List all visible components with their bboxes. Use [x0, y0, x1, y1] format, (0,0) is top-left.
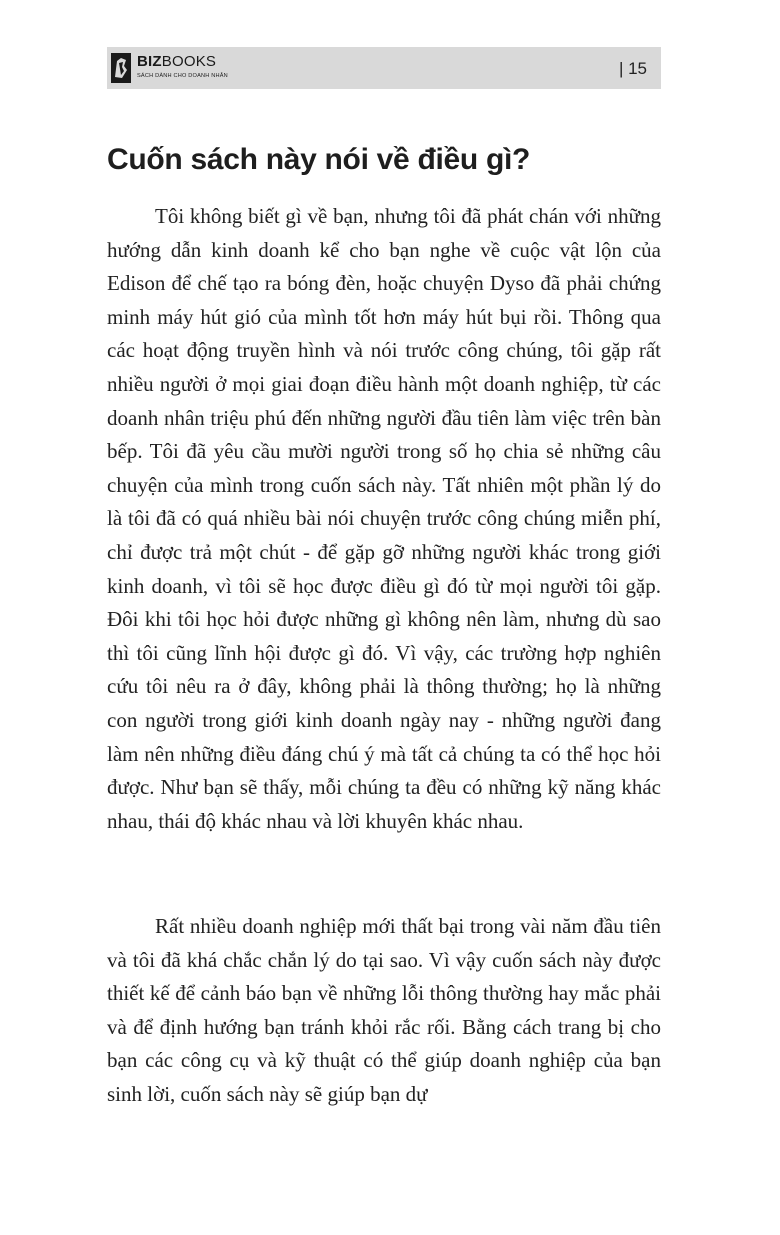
running-header: [107, 47, 661, 89]
logo-light: BOOKS: [161, 53, 217, 70]
logo-bold: BIZ: [137, 53, 162, 70]
page-number: | 15: [618, 59, 647, 78]
logo-wordmark: [137, 54, 216, 70]
logo-tagline: SÁCH DÀNH CHO DOANH NHÂN: [137, 73, 228, 79]
body-paragraph-2: Rất nhiều doanh nghiệp mới thất bại trong vài năm đầu tiên và tôi đã khá chắc chắn lý do tại sao. Vì vậy cuốn sách này được thiết kế để cảnh báo bạn về những lỗi thông thường hay mắc phải và để định hướng bạn tránh khỏi rắc rối. Bằng cách trang bị cho bạn các công cụ và kỹ thuật có thể giúp doanh nghiệp của bạn sinh lời, cuốn sách này sẽ giúp bạn dự: [107, 914, 661, 1106]
body-paragraph-1: Tôi không biết gì về bạn, nhưng tôi đã phát chán với những hướng dẫn kinh doanh kể cho bạn nghe về cuộc vật lộn của Edison để chế tạo ra bóng đèn, hoặc chuyện Dyso đã phải chứng minh máy hút gió của mình tốt hơn máy hút bụi rồi. Thông qua các hoạt động truyền hình và nói trước công chúng, tôi gặp rất nhiều người ở mọi giai đoạn điều hành một doanh nghiệp, từ các doanh nhân triệu phú đến những người đầu tiên làm việc trên bàn bếp. Tôi đã yêu cầu mười người trong số họ chia sẻ những câu chuyện của mình trong cuốn sách này. Tất nhiên một phần lý do là tôi đã có quá nhiều bài nói chuyện trước công chúng miễn phí, chỉ được trả một chút - để gặp gỡ những người khác trong giới kinh doanh, vì tôi sẽ học được điều gì đó từ mọi người tôi gặp. Đôi khi tôi học hỏi được những gì không nên làm, nhưng dù sao thì tôi cũng lĩnh hội được gì đó. Vì vậy, các trường hợp nghiên cứu tôi nêu ra ở đây, không phải là thông thường; họ là những con người trong giới kinh doanh ngày nay - những người đang làm nên những điều đáng chú ý mà tất cả chúng ta có thể học hỏi được. Như bạn sẽ thấy, mỗi chúng ta đều có những kỹ năng khác nhau, thái độ khác nhau và lời khuyên khác nhau.: [107, 204, 661, 833]
bizbooks-logo-icon: [111, 53, 131, 83]
chapter-title: Cuốn sách này nói về điều gì?: [107, 143, 531, 176]
